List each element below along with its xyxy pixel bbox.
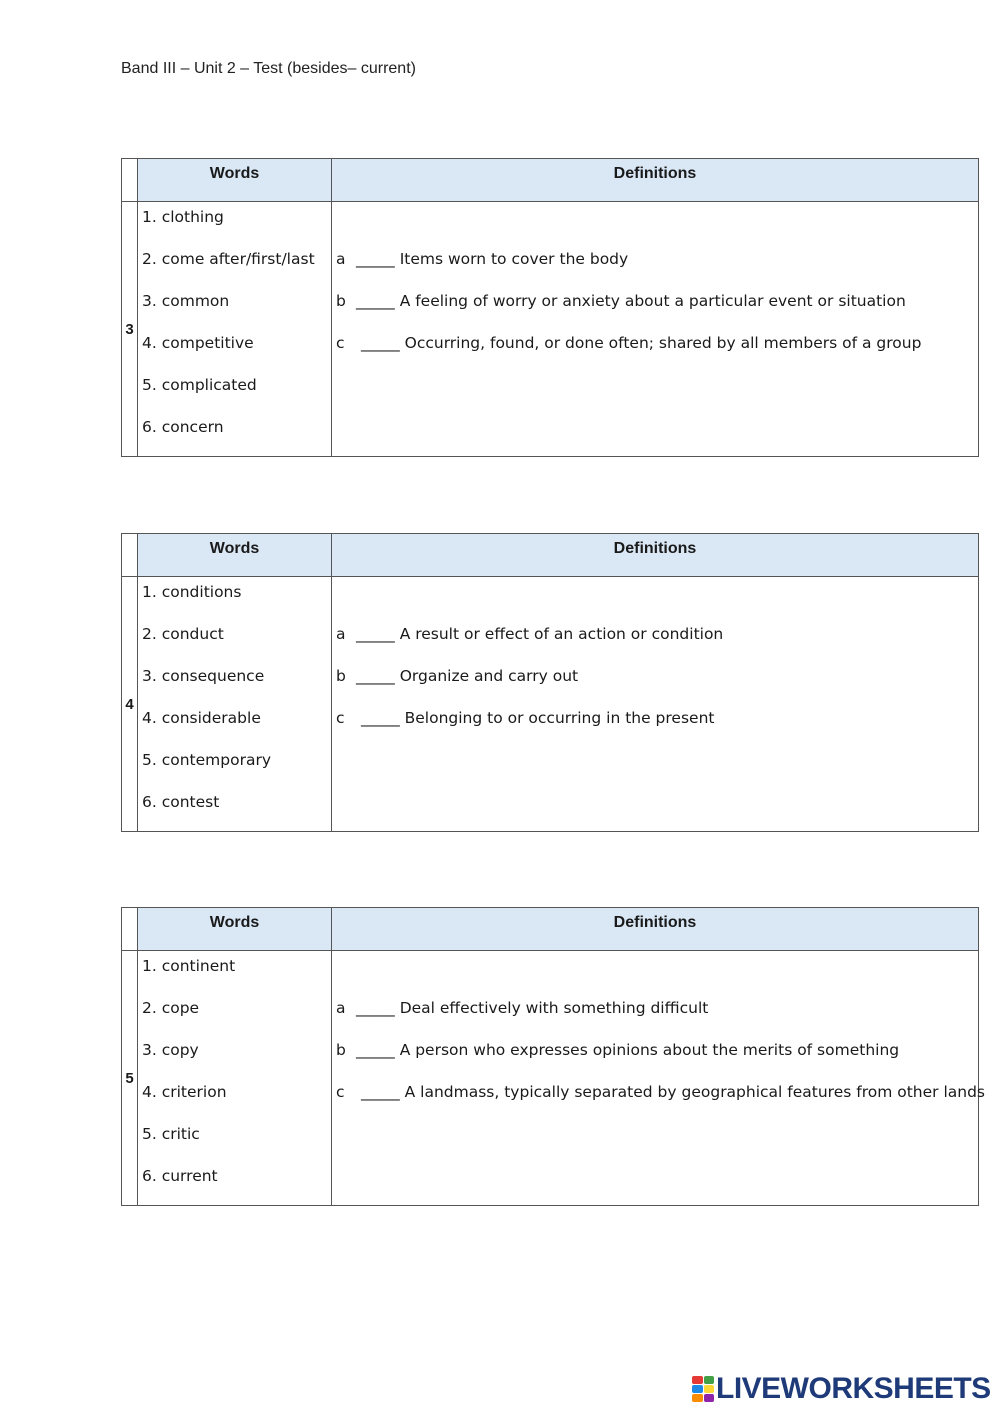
- definition-item: [332, 1077, 986, 1119]
- definitions-cell: [332, 577, 979, 832]
- answer-blank[interactable]: _____: [360, 334, 400, 352]
- header-blank-cell: [122, 534, 138, 577]
- definitions-list: [332, 202, 978, 370]
- definitions-header: Definitions: [332, 908, 979, 951]
- definition-letter: c: [336, 334, 345, 352]
- word-item: 3. common: [142, 292, 230, 310]
- matching-table-4: [121, 533, 979, 832]
- matching-table-3: [121, 158, 979, 457]
- definition-text: A result or effect of an action or condition: [399, 625, 724, 643]
- header-blank-cell: [122, 908, 138, 951]
- definition-item: [332, 619, 978, 661]
- page-title: Band III – Unit 2 – Test (besides– current): [121, 60, 416, 77]
- word-item: 4. competitive: [142, 334, 254, 352]
- answer-blank[interactable]: _____: [356, 1041, 395, 1059]
- definition-text: A landmass, typically separated by geographical features from other lands: [404, 1083, 986, 1101]
- words-header: Words: [138, 534, 332, 577]
- definition-text: Belonging to or occurring in the present: [404, 709, 715, 727]
- matching-table-5: [121, 907, 986, 1206]
- words-header: Words: [138, 908, 332, 951]
- definitions-list: [332, 577, 978, 745]
- word-item: 2. conduct: [142, 625, 224, 643]
- word-item: 2. come after/first/last: [142, 250, 315, 268]
- answer-blank[interactable]: _____: [356, 292, 395, 310]
- words-cell: [138, 202, 332, 457]
- liveworksheets-icon: [692, 1376, 714, 1402]
- definition-letter: b: [336, 292, 346, 310]
- word-item: 4. considerable: [142, 709, 261, 727]
- definitions-list: [332, 951, 986, 1119]
- word-item: 3. copy: [142, 1041, 199, 1059]
- definition-text: Organize and carry out: [399, 667, 579, 685]
- definition-letter: a: [336, 999, 346, 1017]
- group-number: 3: [122, 202, 138, 457]
- definition-letter: a: [336, 625, 346, 643]
- word-item: 6. contest: [142, 793, 220, 811]
- definition-letter: c: [336, 1083, 345, 1101]
- definition-text: Occurring, found, or done often; shared by all members of a group: [404, 334, 922, 352]
- answer-blank[interactable]: _____: [356, 667, 395, 685]
- definitions-cell: [332, 951, 986, 1206]
- word-item: 5. complicated: [142, 376, 257, 394]
- definition-text: A feeling of worry or anxiety about a particular event or situation: [399, 292, 906, 310]
- word-item: 6. concern: [142, 418, 224, 436]
- word-item: 1. conditions: [142, 583, 242, 601]
- words-list: [138, 951, 331, 1203]
- definition-item: [332, 1035, 978, 1077]
- definitions-header: Definitions: [332, 534, 979, 577]
- liveworksheets-logo[interactable]: [692, 1372, 991, 1406]
- definition-item: [332, 703, 978, 745]
- definitions-header: Definitions: [332, 159, 979, 202]
- words-cell: [138, 951, 332, 1206]
- words-cell: [138, 577, 332, 832]
- words-list: [138, 577, 331, 829]
- answer-blank[interactable]: _____: [356, 250, 395, 268]
- words-header: Words: [138, 159, 332, 202]
- answer-blank[interactable]: _____: [356, 999, 395, 1017]
- word-item: 4. criterion: [142, 1083, 227, 1101]
- group-number: 4: [122, 577, 138, 832]
- definition-letter: c: [336, 709, 345, 727]
- word-item: 1. continent: [142, 957, 236, 975]
- answer-blank[interactable]: _____: [360, 709, 400, 727]
- answer-blank[interactable]: _____: [356, 625, 395, 643]
- definition-item: [332, 244, 978, 286]
- word-item: 2. cope: [142, 999, 200, 1017]
- word-item: 3. consequence: [142, 667, 265, 685]
- word-item: 1. clothing: [142, 208, 224, 226]
- group-number: 5: [122, 951, 138, 1206]
- words-list: [138, 202, 331, 454]
- definition-letter: b: [336, 667, 346, 685]
- definition-letter: b: [336, 1041, 346, 1059]
- definition-text: Deal effectively with something difficult: [399, 999, 709, 1017]
- definitions-cell: [332, 202, 979, 457]
- brand-name: LIVEWORKSHEETS: [716, 1372, 991, 1405]
- definition-text: A person who expresses opinions about the merits of something: [399, 1041, 900, 1059]
- definition-item: [332, 328, 978, 370]
- word-item: 6. current: [142, 1167, 218, 1185]
- word-item: 5. contemporary: [142, 751, 271, 769]
- word-item: 5. critic: [142, 1125, 200, 1143]
- answer-blank[interactable]: _____: [360, 1083, 400, 1101]
- definition-item: [332, 286, 978, 328]
- definition-item: [332, 993, 978, 1035]
- header-blank-cell: [122, 159, 138, 202]
- definition-item: [332, 661, 978, 703]
- definition-letter: a: [336, 250, 346, 268]
- definition-text: Items worn to cover the body: [399, 250, 629, 268]
